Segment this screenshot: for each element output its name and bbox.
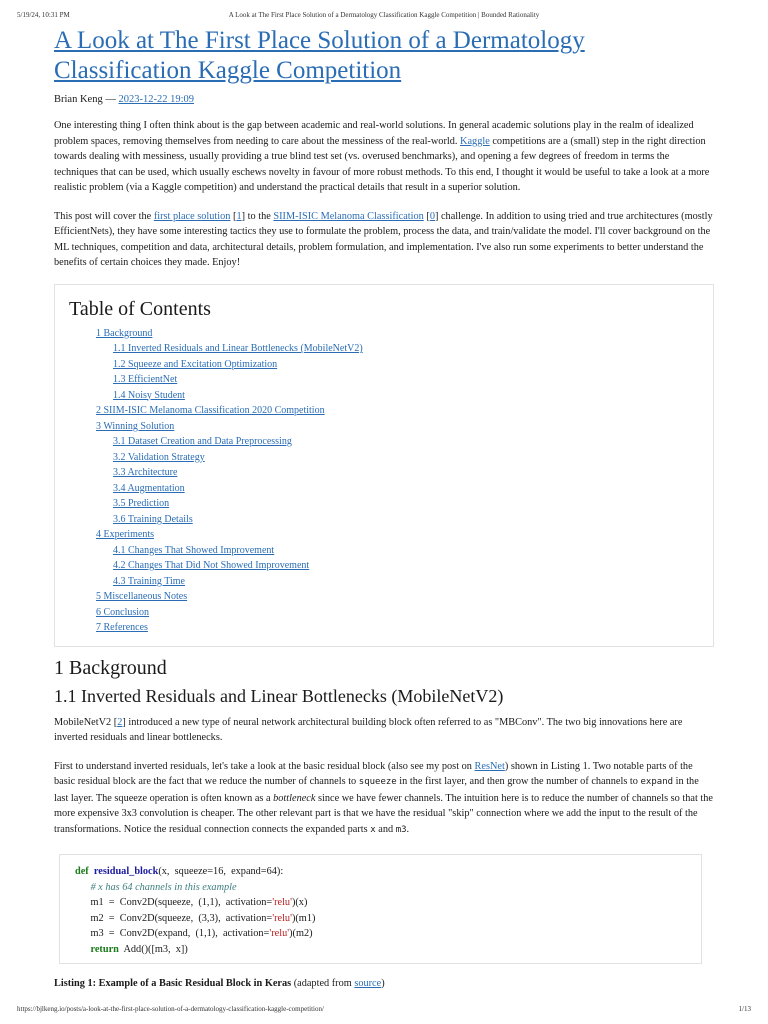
source-link[interactable]: source [354, 978, 382, 989]
toc-link[interactable]: 4.3 Training Time [113, 575, 185, 587]
toc-link[interactable]: 3.4 Augmentation [113, 482, 185, 494]
body-text: in the last layer. The squeeze operation is often known as a [54, 776, 699, 804]
mobilenet-paragraph [54, 715, 714, 746]
toc-item [69, 589, 699, 605]
caption-text: (adapted from [291, 978, 355, 989]
residual-paragraph [54, 759, 714, 839]
toc-link[interactable]: 7 References [96, 622, 148, 633]
caption-title: Listing 1: Example of a Basic Residual Block in Keras [54, 978, 292, 989]
intro-text: ] to the [241, 210, 274, 222]
toc-link[interactable]: 5 Miscellaneous Notes [96, 591, 188, 602]
code-line [75, 880, 701, 896]
code-text: )(m1) [291, 912, 316, 924]
toc-link[interactable]: 6 Conclusion [96, 606, 150, 618]
first-place-solution-link[interactable]: first place solution [153, 210, 231, 222]
toc-link[interactable]: 3.2 Validation Strategy [113, 451, 205, 463]
toc-item [69, 465, 699, 481]
code-string: 'relu' [269, 928, 290, 939]
code-comment: # x has 64 channels in this example [90, 881, 237, 893]
toc-item [69, 620, 699, 636]
code-line [75, 926, 701, 942]
intro-text: One interesting thing I often think about is the gap between academic and real-world solutions. In general academic solutions play in the realm of idealized problem spaces, removing themselves from needing to care about the messiness of the real-world. [54, 120, 694, 147]
toc-item [69, 481, 699, 497]
siim-isic-link[interactable]: SIIM-ISIC Melanoma Classification [273, 210, 424, 222]
body-text: and [375, 823, 396, 835]
byline-separator: — [105, 94, 116, 105]
toc-link[interactable]: 3.6 Training Details [113, 513, 193, 525]
code-text: )(x) [291, 897, 308, 908]
code-text: m1 = Conv2D(squeeze, (1,1), activation= [90, 897, 273, 908]
post-date-link[interactable]: 2023-12-22 19:09 [118, 94, 194, 105]
toc-link[interactable]: 1.4 Noisy Student [113, 389, 185, 401]
inline-code: m3 [395, 824, 407, 835]
code-string: 'relu' [272, 897, 292, 908]
body-text: ] introduced a new type of neural network architectural building block often referred to as "MBConv". The two big innovations here are inverted residuals and linear bottlenecks. [54, 716, 683, 743]
reference-link-2[interactable]: 2 [117, 716, 123, 728]
body-text: in the first layer, and then grow the number of channels to [396, 776, 641, 787]
intro-text: [ [423, 210, 430, 222]
author-name: Brian Keng [54, 94, 103, 105]
toc-link[interactable]: 3.1 Dataset Creation and Data Preprocessing [113, 436, 292, 447]
toc-heading: Table of Contents [69, 297, 211, 320]
print-page-title: A Look at The First Place Solution of a Dermatology Classification Kaggle Competition | Bounded Rationality [228, 11, 540, 19]
code-keyword: return [90, 943, 119, 955]
toc-item [69, 434, 699, 450]
inline-code: x [370, 824, 376, 835]
inline-code: squeeze [358, 777, 397, 787]
reference-link-1[interactable]: 1 [236, 210, 242, 222]
toc-link[interactable]: 1 Background [96, 327, 153, 339]
body-text: . [406, 823, 410, 835]
table-of-contents [54, 284, 714, 647]
body-text: since we have fewer channels. The intuition here is to reduce the number of channels so that the more expensive 3x3 convolution is cheaper. The other relevant part is that we have the residual "skip" connection where we add the input to the result of the transformations. Notice the residual connection connects the expanded parts [54, 792, 713, 835]
toc-item [69, 419, 699, 435]
toc-item [69, 450, 699, 466]
intro-text: ] challenge. In addition to using tried and true architectures (mostly EfficientNets), they have some interesting tactics they use to formulate the problem, process the data, and train/validate the model. I'll cover background on the ML techniques, competition and data, architectural details, problem formulation, and implementation. I've also run some experiments to better understand the benefits of certain choices they made. Enjoy! [54, 210, 713, 268]
emphasis-text: bottleneck [273, 792, 316, 804]
toc-item [69, 512, 699, 528]
print-header [17, 11, 751, 23]
intro-text: [ [230, 210, 237, 222]
toc-link[interactable]: 1.3 EfficientNet [113, 374, 178, 385]
body-text: ) shown in Listing 1. Two notable parts of the basic residual block are the fact that we reduce the number of channels to [54, 760, 693, 787]
article-title [54, 26, 714, 86]
body-text: MobileNetV2 [ [54, 716, 118, 728]
toc-item [69, 341, 699, 357]
toc-item [69, 403, 699, 419]
toc-list [69, 326, 699, 636]
code-line [75, 895, 701, 911]
code-text: )(m2) [289, 928, 313, 939]
toc-link[interactable]: 1.1 Inverted Residuals and Linear Bottlenecks (MobileNetV2) [113, 343, 363, 354]
code-keyword: def [75, 866, 89, 877]
intro-paragraph-1 [54, 118, 714, 196]
toc-item [69, 372, 699, 388]
toc-link[interactable]: 4.1 Changes That Showed Improvement [113, 544, 275, 556]
article-content [54, 24, 714, 989]
code-line [75, 942, 701, 958]
print-datetime: 5/19/24, 10:31 PM [17, 11, 70, 19]
toc-item [69, 558, 699, 574]
toc-item [69, 496, 699, 512]
code-function-name: residual_block [93, 866, 159, 877]
code-text: Add()([m3, x]) [118, 943, 188, 955]
intro-text: competitions are a (small) step in the right direction towards dealing with messiness, usually providing a true blind test set (vs. overused benchmarks), and opening a few degrees of freedom in terms the techniques that can be used, which usually eschews novelty in favour of more robust methods. To this end, I thought it would be useful to take a look at a more realistic problem (via a Kaggle competition) and understand the practical details that result in a superior solution. [54, 135, 710, 193]
toc-link[interactable]: 3.5 Prediction [113, 498, 170, 509]
toc-link[interactable]: 3.3 Architecture [113, 467, 178, 478]
toc-item [69, 605, 699, 621]
byline [54, 94, 714, 105]
intro-paragraph-2 [54, 209, 714, 271]
print-page-number: 1/13 [738, 1005, 751, 1013]
code-line [75, 864, 701, 880]
toc-item [69, 543, 699, 559]
intro-text: This post will cover the [54, 210, 154, 222]
code-text: m3 = Conv2D(expand, (1,1), activation= [90, 928, 270, 939]
toc-link[interactable]: 3 Winning Solution [96, 420, 175, 432]
code-text: m2 = Conv2D(squeeze, (3,3), activation= [90, 912, 273, 924]
toc-item [69, 388, 699, 404]
reference-link-0[interactable]: 0 [429, 210, 435, 222]
resnet-link[interactable]: ResNet [474, 760, 505, 772]
code-text: (x, squeeze=16, expand=64): [158, 866, 284, 877]
article-title-link[interactable]: A Look at The First Place Solution of a Dermatology Classification Kaggle Competition [54, 27, 585, 84]
listing-caption [54, 978, 714, 989]
toc-item [69, 326, 699, 342]
toc-link[interactable]: 1.2 Squeeze and Excitation Optimization [113, 358, 278, 370]
code-line [75, 911, 701, 927]
code-string: 'relu' [272, 912, 292, 924]
body-text: First to understand inverted residuals, let's take a look at the basic residual block (also see my post on [54, 760, 475, 772]
kaggle-link[interactable]: Kaggle [460, 135, 490, 147]
caption-text: ) [381, 978, 385, 989]
toc-item [69, 574, 699, 590]
section-heading-background: 1 Background [54, 656, 167, 679]
print-url: https://bjlkeng.io/posts/a-look-at-the-first-place-solution-of-a-dermatology-classification-kaggle-competition/ [17, 1005, 324, 1013]
code-listing [59, 854, 702, 964]
inline-code: expand [640, 777, 674, 787]
toc-link[interactable]: 2 SIIM-ISIC Melanoma Classification 2020 Competition [96, 405, 325, 416]
subsection-heading-mobilenetv2: 1.1 Inverted Residuals and Linear Bottlenecks (MobileNetV2) [54, 685, 504, 706]
toc-item [69, 357, 699, 373]
toc-link[interactable]: 4.2 Changes That Did Not Showed Improvement [113, 560, 310, 571]
toc-link[interactable]: 4 Experiments [96, 529, 155, 540]
toc-item [69, 527, 699, 543]
